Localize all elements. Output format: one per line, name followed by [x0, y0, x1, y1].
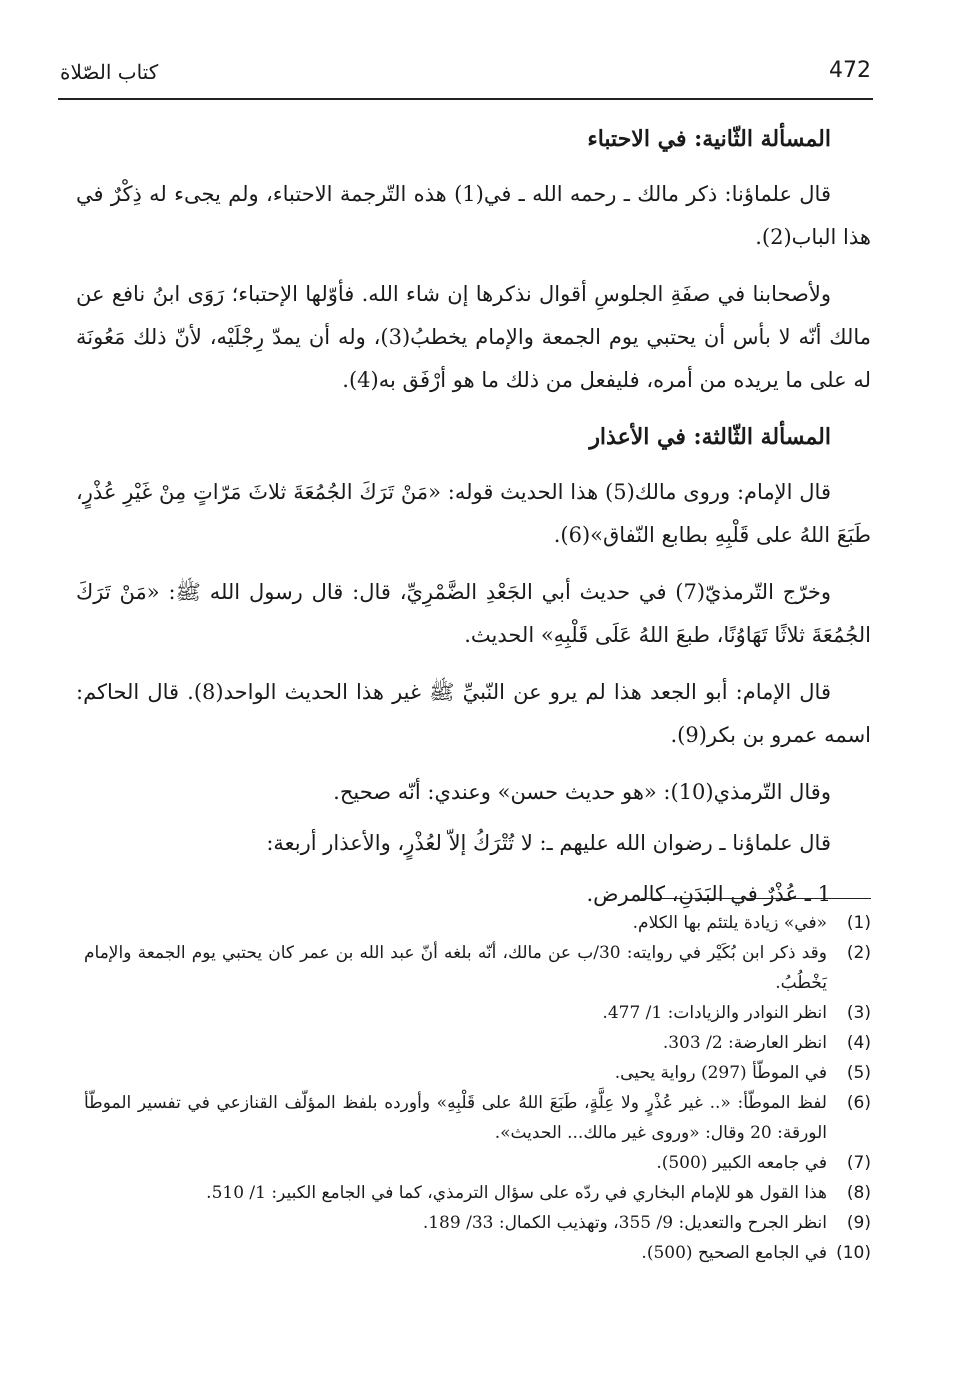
footnote-number: (7)	[846, 1153, 871, 1173]
footnote	[84, 1238, 871, 1268]
main-text	[76, 110, 871, 924]
paragraph: قال الإمام: أبو الجعد هذا لم يرو عن النّبيِّ ﷺ غير هذا الحديث الواحد(8). قال الحاكم: اسمه عمرو بن بكر(9).	[76, 680, 871, 747]
paragraph: وخرّج التّرمذيّ(7) في حديث أبي الجَعْدِ الضَّمْرِيِّ، قال: قال رسول الله ﷺ: «مَنْ تَرَكَ الجُمُعَةَ ثلاثًا تَهَاوُنًا، طبعَ اللهُ عَلَى قَلْبِهِ» الحديث.	[76, 580, 871, 647]
list-item: 1 ـ عُذْرٌ في البَدَنِ، كالمرض.	[586, 882, 831, 906]
footnote-text: وقد ذكر ابن بُكَيْر في روايته: 30/ب عن مالك، أنّه بلغه أنّ عبد الله بن عمر كان يحتبي يوم الجمعة والإمام يَخْطُبُ.	[84, 943, 827, 993]
footnote	[84, 1178, 871, 1208]
footnote	[84, 1088, 871, 1148]
footnote-text: انظر النوادر والزيادات: 1/ 477.	[602, 1003, 827, 1023]
footnote-number: (6)	[846, 1093, 871, 1113]
footnote-number: (1)	[846, 913, 871, 933]
footnote-text: في الجامع الصحيح (500).	[641, 1243, 827, 1263]
footnote-text: في جامعه الكبير (500).	[656, 1153, 827, 1173]
footnote-divider	[641, 898, 871, 899]
running-head	[60, 58, 871, 92]
footnote	[84, 938, 871, 998]
footnote-number: (10)	[836, 1243, 871, 1263]
paragraph: وقال التّرمذي(10): «هو حديث حسن» وعندي: أنّه صحيح.	[333, 780, 831, 804]
header-divider	[58, 98, 873, 100]
book-title: كتاب الصّلاة	[60, 60, 159, 84]
paragraph: ولأصحابنا في صفَةِ الجلوسِ أقوال نذكرها إن شاء الله. فأوّلها الإحتباء؛ رَوَى ابنُ نافع عن مالك أنّه لا بأس أن يحتبي يوم الجمعة والإمام يخطبُ(3)، وله أن يمدّ رِجْلَيْه، لأنّ ذلك مَعُونَة له على ما يريده من أمره، فليفعل من ذلك ما هو أرْفَق به(4).	[76, 282, 871, 392]
footnotes	[84, 908, 871, 1268]
footnote	[84, 1148, 871, 1178]
footnote-number: (2)	[846, 943, 871, 963]
footnote-text: انظر العارضة: 2/ 303.	[662, 1033, 827, 1053]
footnote	[84, 1058, 871, 1088]
section-heading-second-issue: المسألة الثّانية: في الاحتباء	[587, 126, 831, 152]
footnote-text: لفظ الموطّأ: «.. غير عُذْرٍ ولا عِلَّةٍ، طَبَعَ اللهُ على قَلْبِهِ» وأورده بلفظ المؤلّف القنازعي في تفسير الموطّأ الورقة: 20 وقال: «وروى غير مالك... الحديث».	[84, 1093, 827, 1143]
footnote-number: (8)	[846, 1183, 871, 1203]
footnote	[84, 998, 871, 1028]
footnote-text: انظر الجرح والتعديل: 9/ 355، وتهذيب الكمال: 33/ 189.	[422, 1213, 827, 1233]
footnote-number: (3)	[846, 1003, 871, 1023]
footnote-number: (5)	[846, 1063, 871, 1083]
paragraph: قال الإمام: وروى مالك(5) هذا الحديث قوله: «مَنْ تَرَكَ الجُمُعَةَ ثلاثَ مَرّاتٍ مِنْ غَيْرِ عُذْرٍ، طَبَعَ اللهُ على قَلْبِهِ بطابع النّفاق»(6).	[76, 480, 871, 547]
footnote-text: هذا القول هو للإمام البخاري في ردّه على سؤال الترمذي، كما في الجامع الكبير: 1/ 510.	[206, 1183, 827, 1203]
footnote-number: (9)	[846, 1213, 871, 1233]
footnote-text: «في» زيادة يلتئم بها الكلام.	[632, 913, 827, 933]
footnote-number: (4)	[846, 1033, 871, 1053]
footnote	[84, 908, 871, 938]
paragraph: قال علماؤنا: ذكر مالك ـ رحمه الله ـ في(1) هذه التّرجمة الاحتباء، ولم يجىء له ذِكْرٌ في هذا الباب(2).	[76, 182, 871, 249]
footnote-text: في الموطّأ (297) رواية يحيى.	[614, 1063, 827, 1083]
footnote	[84, 1028, 871, 1058]
footnote	[84, 1208, 871, 1238]
paragraph: قال علماؤنا ـ رضوان الله عليهم ـ: لا تُتْرَكُ إلاّ لعُذْرٍ، والأعذار أربعة:	[266, 831, 831, 855]
page-number: 472	[829, 58, 871, 83]
section-heading-third-issue: المسألة الثّالثة: في الأعذار	[589, 424, 831, 450]
